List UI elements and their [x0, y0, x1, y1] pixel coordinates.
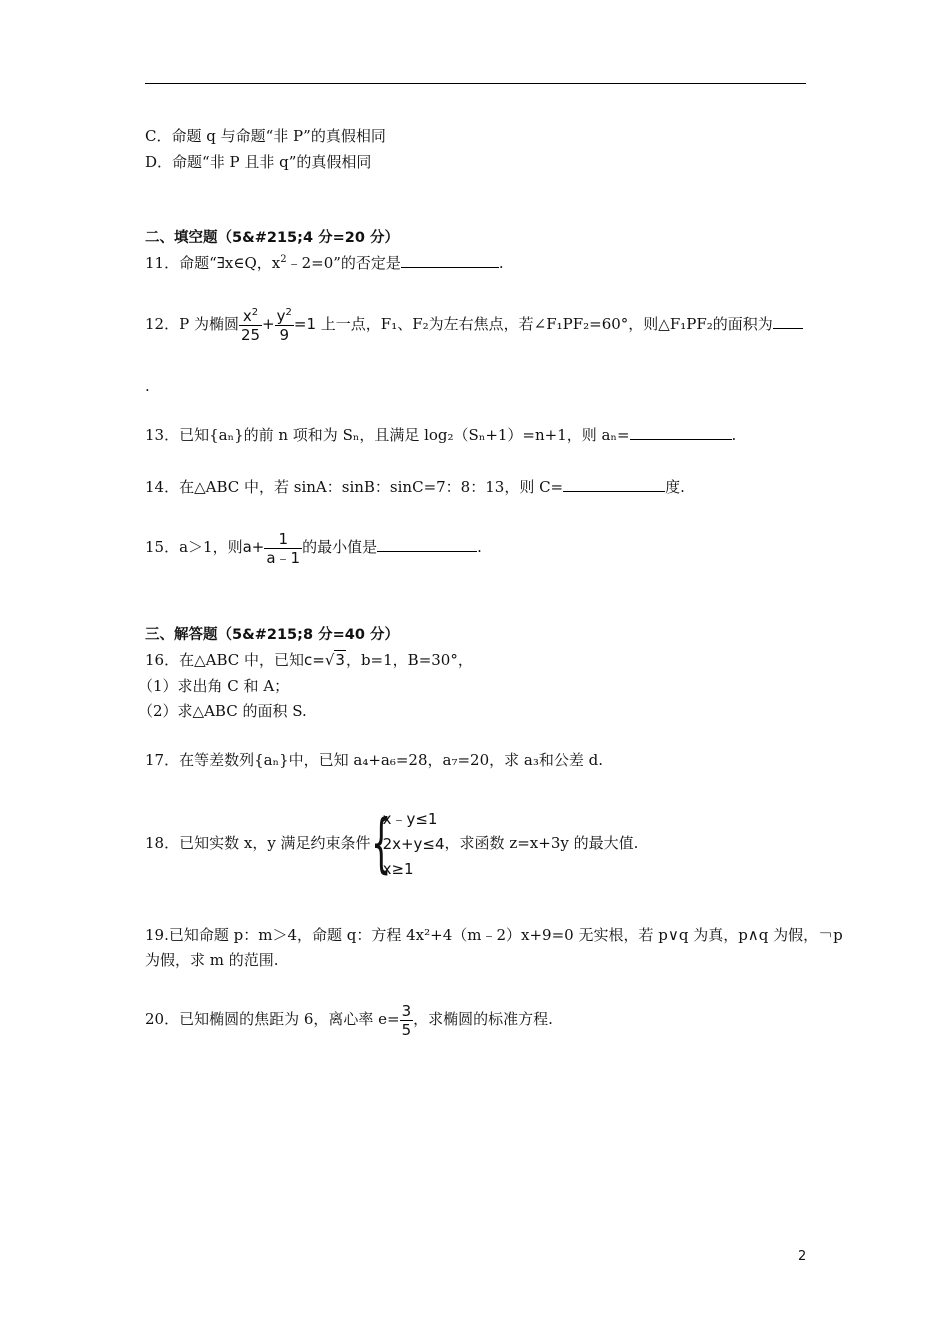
q16-lead: 16．在△ABC 中，已知 [145, 651, 305, 669]
q16-radicand: 3 [335, 651, 345, 669]
q12-frac1-sup: 2 [251, 306, 259, 318]
q11-rest: ﹣2=0”的否定是 [286, 254, 401, 272]
q20-den: 5 [401, 1020, 412, 1039]
q18-rest: ，求函数 z=x+3y 的最大值. [444, 834, 639, 852]
q12-plus: + [262, 315, 275, 333]
q14-text: 14．在△ABC 中，若 sinA：sinB：sinC=7：8：13，则 C= [145, 478, 564, 496]
question-13 [145, 425, 736, 445]
q15-num: 1 [264, 530, 302, 549]
question-14 [145, 477, 685, 497]
header-rule [145, 83, 806, 84]
q16-sub1: （1）求出角 C 和 A； [138, 677, 290, 695]
option-c: C．命题 q 与命题“非 P”的真假相同 [145, 127, 386, 145]
sqrt-symbol: √3 [324, 651, 345, 669]
q15-lead: 15．a＞1，则 [145, 538, 243, 556]
constraint-row: x﹣y≤1 [382, 809, 438, 828]
constraint-row: 2x+y≤4 [382, 834, 445, 853]
q12-frac1-den: 25 [240, 325, 261, 344]
q12-eq: =1 [293, 315, 317, 333]
ellipse-fraction-y [275, 307, 294, 344]
question-19-line1: 19.已知命题 p：m＞4，命题 q：方程 4x²+4（m﹣2）x+9=0 无实根，若 p∨q 为真，p∧q 为假，￢p [145, 926, 843, 944]
q12-frac1-num: x [242, 306, 252, 325]
q11-sup: 2 [280, 254, 287, 265]
q15-fraction [264, 530, 302, 567]
answer-blank [773, 314, 803, 329]
q12-frac2-sup: 2 [285, 306, 292, 318]
q15-text: 的最小值是 [302, 538, 378, 556]
q15-den: a﹣1 [266, 548, 301, 567]
answer-blank [563, 477, 665, 492]
question-17: 17．在等差数列{aₙ}中，已知 a₄+a₆=28，a₇=20，求 a₃和公差 d. [145, 751, 603, 769]
section-3-heading: 三、解答题（5&#215;8 分=40 分） [145, 627, 399, 643]
q12-end: . [145, 377, 150, 395]
section-2-heading: 二、填空题（5&#215;4 分=20 分） [145, 230, 399, 246]
q18-lead: 18．已知实数 x，y 满足约束条件 [145, 834, 371, 852]
q20-fraction [400, 1002, 414, 1039]
q12-lead: 12．P 为椭圆 [145, 315, 239, 333]
left-brace: { [370, 806, 391, 881]
constraint-system [371, 807, 445, 882]
ellipse-fraction-x [239, 307, 262, 344]
q13-end: . [731, 426, 737, 444]
q12-frac2-num: y [276, 306, 286, 325]
answer-blank [401, 253, 499, 268]
q20-num: 3 [401, 1001, 412, 1020]
q11-text: 11．命题“∃x∈Q，x [145, 254, 281, 272]
q12-text: 上一点，F₁、F₂为左右焦点，若∠F₁PF₂=60°，则△F₁PF₂的面积为 [320, 315, 773, 333]
constraint-row: x≥1 [382, 859, 414, 878]
answer-blank [630, 425, 732, 440]
question-15 [145, 528, 482, 567]
question-16 [145, 650, 473, 670]
q16-c-eq: c= [304, 651, 325, 669]
question-19-line2: 为假，求 m 的范围. [145, 951, 279, 969]
q13-text: 13．已知{aₙ}的前 n 项和为 Sₙ，且满足 log₂（Sₙ+1）=n+1，则 aₙ= [145, 426, 630, 444]
q16-rest: ，b=1，B=30°， [345, 651, 473, 669]
q16-sub2: （2）求△ABC 的面积 S. [138, 702, 307, 720]
question-18 [145, 805, 638, 882]
q14-end: 度. [665, 478, 685, 496]
q20-rest: ，求椭圆的标准方程. [413, 1010, 553, 1028]
page-number: 2 [798, 1249, 807, 1264]
q20-lead: 20．已知椭圆的焦距为 6，离心率 e= [145, 1010, 400, 1028]
question-12 [145, 305, 803, 344]
option-d: D．命题“非 P 且非 q”的真假相同 [145, 153, 372, 171]
q12-frac2-den: 9 [279, 325, 290, 344]
q11-end: . [498, 254, 504, 272]
question-11 [145, 253, 504, 273]
q15-end: . [477, 538, 482, 556]
question-20 [145, 1000, 553, 1039]
answer-blank [377, 537, 477, 552]
q15-a: a+ [242, 538, 265, 556]
